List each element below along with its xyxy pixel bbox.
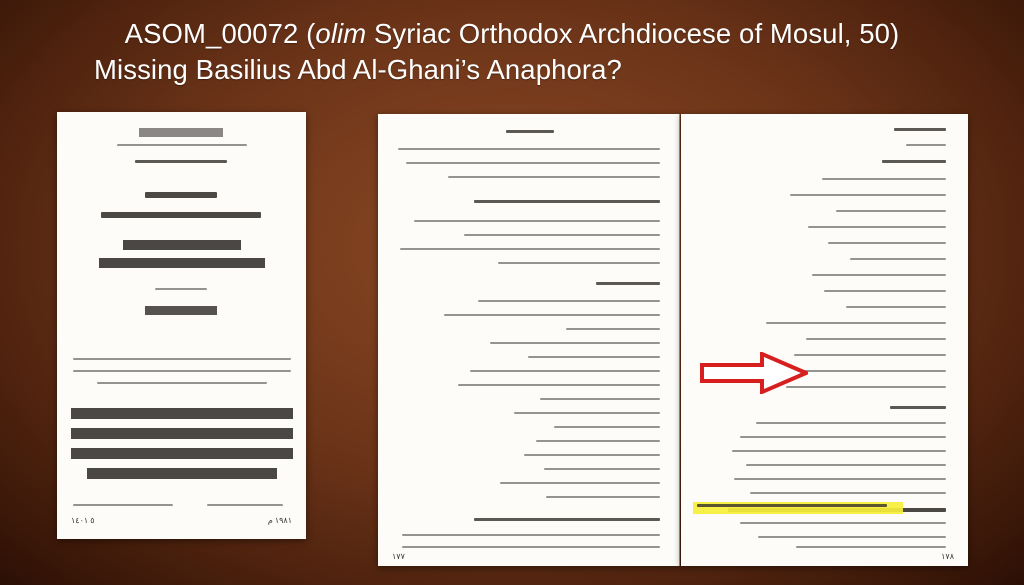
title-line-1 <box>0 16 1024 52</box>
figure-catalogue-page-177 <box>378 114 680 566</box>
title-suffix: Syriac Orthodox Archdiocese of Mosul, 50) <box>366 18 900 49</box>
left-page-footer-left: ٥ ١٤٠١ <box>71 516 95 525</box>
page-title <box>0 16 1024 89</box>
left-page-footer-year: ١٩٨١ م <box>267 516 292 525</box>
middle-page-number: ١٧٧ <box>392 552 405 561</box>
right-page-number: ١٧٨ <box>941 552 954 561</box>
title-line-2: Missing Basilius Abd Al-Ghani’s Anaphora? <box>94 54 622 86</box>
figure-catalogue-title-page <box>57 112 306 539</box>
title-italic-olim: olim <box>315 18 367 49</box>
figure-catalogue-page-178 <box>681 114 968 566</box>
red-arrow-annotation <box>700 352 808 394</box>
title-prefix: ASOM_00072 ( <box>124 18 316 49</box>
